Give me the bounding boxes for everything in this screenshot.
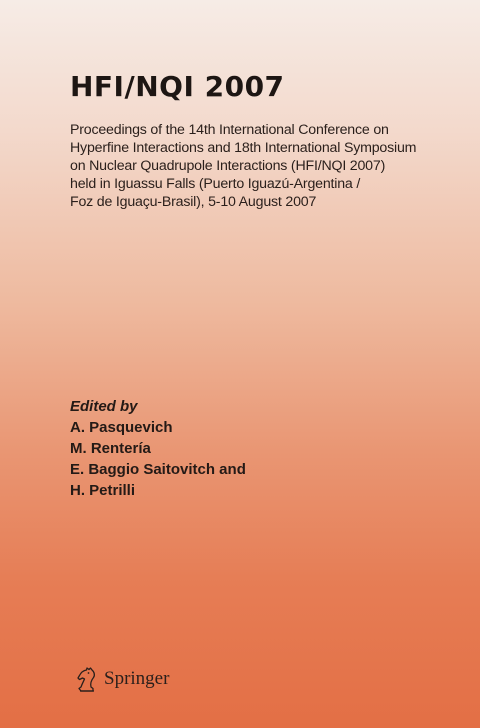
publisher-logo: [74, 664, 169, 694]
subtitle-line: on Nuclear Quadrupole Interactions (HFI/NQI 2007): [70, 158, 386, 174]
editors-block: [70, 396, 400, 501]
publisher-name: Springer: [104, 668, 170, 689]
editor-name: A. Pasquevich: [70, 419, 173, 436]
editor-name: E. Baggio Saitovitch and: [70, 461, 246, 478]
subtitle-line: Hyperfine Interactions and 18th International Symposium: [70, 140, 417, 156]
subtitle-line: Proceedings of the 14th International Conference on: [70, 122, 389, 138]
editor-name: H. Petrilli: [70, 482, 136, 499]
subtitle-line: Foz de Iguaçu-Brasil), 5-10 August 2007: [70, 194, 317, 210]
edited-by-label: Edited by: [70, 398, 138, 415]
book-subtitle: [70, 121, 460, 211]
springer-chess-knight-icon: [74, 665, 98, 693]
subtitle-line: held in Iguassu Falls (Puerto Iguazú-Argentina /: [70, 176, 361, 192]
book-title: HFI/NQI 2007: [70, 70, 285, 103]
editor-name: M. Rentería: [70, 440, 151, 457]
